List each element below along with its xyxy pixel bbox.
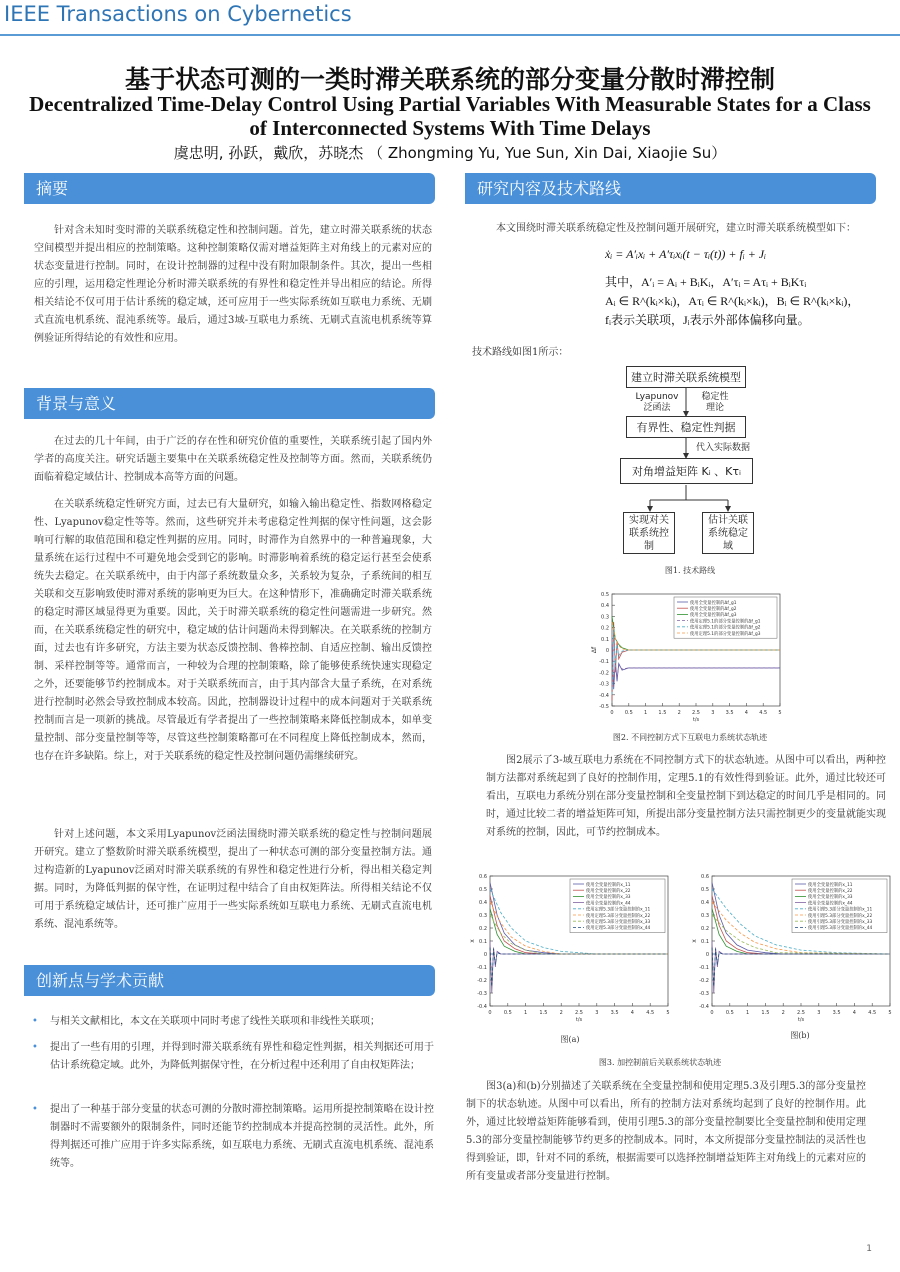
y-tick-label: 0.3	[479, 913, 487, 919]
y-tick-label: 0.3	[701, 913, 709, 919]
bullet-icon: •	[32, 1042, 38, 1053]
y-tick-label: 0.4	[479, 900, 487, 906]
authors	[0, 142, 900, 163]
header-rule	[0, 34, 900, 36]
x-tick-label: 4.5	[759, 710, 768, 716]
y-axis-label: Δf	[591, 646, 598, 654]
y-tick-label: -0.2	[699, 978, 709, 984]
equation-where-2: Aᵢ ∈ R^(kᵢ×kᵢ)，Aτᵢ ∈ R^(kᵢ×kᵢ)，Bᵢ ∈ R^(kᵢ×kᵢ)，	[605, 294, 860, 308]
y-tick-label: 0.5	[701, 887, 709, 893]
x-tick-label: 5	[666, 1010, 670, 1016]
legend-entry: 使用定理5.3部分变量控制的x_33	[586, 920, 651, 925]
y-tick-label: -0.2	[477, 978, 487, 984]
fig1-caption: 图1. 技术路线	[664, 566, 716, 575]
x-tick-label: 1	[524, 1010, 528, 1016]
flow-label-lyapunov: Lyapunov 泛函法	[635, 392, 679, 413]
innovation-item-2	[24, 1039, 434, 1075]
fig3a-chart	[468, 870, 678, 1028]
authors-english: （ Zhongming Yu, Yue Sun, Xin Dai, Xiaojie Su）	[368, 144, 727, 162]
x-tick-label: 0.5	[503, 1010, 512, 1016]
x-tick-label: 2.5	[575, 1010, 583, 1016]
x-tick-label: 4	[852, 1010, 856, 1016]
flow-box-model: 建立时滞关联系统模型	[626, 366, 746, 388]
legend-entry: 使用引理5.3部分变量控制的x_11	[808, 907, 873, 913]
y-tick-label: 0.6	[701, 874, 709, 880]
x-tick-label: 4.5	[868, 1010, 877, 1016]
legend-entry: 使用定理5.1的部分变量控制的Δf_g1	[690, 619, 761, 625]
x-axis-label: t/s	[575, 1017, 583, 1023]
x-tick-label: 0	[488, 1010, 492, 1016]
equation-where-1: 其中，A′ᵢ = Aᵢ + BᵢKᵢ，A′τᵢ = Aτᵢ + BᵢKτᵢ	[605, 275, 807, 289]
y-tick-label: 0	[483, 952, 487, 958]
x-tick-label: 2.5	[692, 710, 700, 716]
y-tick-label: 0.3	[601, 614, 609, 621]
flow-label-data: 代入实际数据	[695, 443, 750, 453]
legend-entry: 使用全变量控制的x_22	[586, 889, 631, 894]
legend-entry: 使用定理5.3部分变量控制的x_11	[586, 907, 651, 913]
x-tick-label: 4.5	[646, 1010, 655, 1016]
x-tick-label: 4	[630, 1010, 634, 1016]
y-tick-label: -0.4	[699, 1004, 709, 1010]
x-tick-label: 0	[610, 710, 614, 716]
y-tick-label: 0.1	[601, 636, 609, 643]
x-tick-label: 0.5	[725, 1010, 734, 1016]
y-axis-label: x	[691, 939, 698, 943]
y-tick-label: -0.1	[599, 659, 609, 666]
x-tick-label: 3	[817, 1010, 821, 1016]
y-tick-label: 0.5	[601, 592, 609, 598]
x-tick-label: 4	[744, 710, 748, 716]
authors-chinese: 虞忠明, 孙跃，戴欣，苏晓杰	[173, 144, 364, 162]
y-tick-label: 0.2	[701, 926, 709, 932]
section-abstract-heading: 摘要	[24, 173, 435, 204]
x-tick-label: 5	[778, 710, 782, 716]
x-tick-label: 0.5	[624, 710, 633, 716]
y-tick-label: -0.1	[477, 965, 487, 971]
legend-entry: 使用全变量控制的x_44	[586, 901, 631, 907]
legend-entry: 使用全变量控制的x_44	[808, 901, 853, 907]
x-tick-label: 1.5	[539, 1010, 548, 1016]
fig3-description: 图3(a)和(b)分别描述了关联系统在全变量控制和使用定理5.3及引理5.3的部分变量控制下的状态轨迹。从图中可以看出，所有的控制方法对系统均起到了良好的控制作用。此外，通过比较增益矩阵能够看到，使用引理5.3的部分变量控制要比全变量控制和使用定理5.3的部分变量控制能够节约更多的控制成本。同时，本文所提部分变量控制法的灵活性也得到验证，即，针对不同的系统，根据需要可以选择控制增益矩阵主对角线上的元素对应的所有变量或者部分变量进行控制。	[466, 1081, 866, 1182]
x-tick-label: 1	[746, 1010, 750, 1016]
x-tick-label: 2	[559, 1010, 563, 1016]
y-axis-label: x	[469, 939, 476, 943]
research-intro: 本文围绕时滞关联系统稳定性及控制问题开展研究，建立时滞关联系统模型如下：	[496, 223, 856, 234]
y-tick-label: -0.4	[599, 692, 609, 699]
flow-box-criteria: 有界性、稳定性判据	[626, 416, 746, 438]
model-equation: ẋᵢ = A′ᵢxᵢ + A′τᵢxᵢ(t − τᵢ(t)) + fᵢ + Jᵢ	[605, 247, 767, 261]
fig2-caption: 图2. 不同控制方式下互联电力系统状态轨迹	[612, 733, 768, 742]
x-tick-label: 3.5	[832, 1010, 841, 1016]
fig3-caption: 图3. 加控制前后关联系统状态轨迹	[598, 1058, 722, 1067]
journal-name: IEEE Transactions on Cybernetics	[4, 2, 352, 26]
legend-entry: 使用引理5.3部分变量控制的x_33	[808, 920, 873, 925]
background-para-1: 在过去的几十年间，由于广泛的存在性和研究价值的重要性，关联系统引起了国内外学者的高度关注。研究话题主要集中在关联系统稳定性及控制等方面。然而，关联系统仍面临着稳定域估计、控制成本高等方面的问题。	[34, 436, 432, 483]
section-innovation-heading: 创新点与学术贡献	[24, 965, 435, 996]
legend-entry: 使用全变量控制的x_33	[586, 895, 631, 901]
innovation-item-text: 提出了一些有用的引理，并得到时滞关联系统有界性和稳定性判据，相关判据还可用于估计系统稳定域。此外，为降低判据保守性，在分析过程中还利用了自由权矩阵法；	[50, 1042, 434, 1071]
y-tick-label: 0	[605, 648, 609, 654]
legend-entry: 使用定理5.3部分变量控制的x_44	[586, 926, 651, 932]
x-tick-label: 3.5	[610, 1010, 619, 1016]
y-tick-label: 0.4	[701, 900, 709, 906]
y-tick-label: 0.6	[479, 874, 487, 880]
fig3a-label: 图(a)	[560, 1035, 580, 1044]
y-tick-label: 0.1	[701, 939, 709, 945]
background-para-2: 在关联系统稳定性研究方面，过去已有大量研究，如输入输出稳定性、指数网格稳定性、Lyapunov稳定性等等。然而，这些研究并未考虑稳定性判据的保守性问题，这会影响可行解的取值范围和稳定性判据的应用。同时，时滞作为自然界中的一种普遍现象，大量系统在运行过程中不可避免地会受到它的影响。时滞影响着系统的稳定运行甚至会使系统失去稳定。在关联系统中，由于内部子系统数量众多，关系较为复杂，子系统间的相互关联和交互影响致使时滞对系统的影响更为巨大。在这种情形下，准确确定时滞关联系统的稳定时滞区域显得更为重要。因此，关于时滞关联系统的稳定性问题需进一步研究。然而，在关联系统稳定性的研究中，稳定域的估计问题尚未得到解决。在关联系统的控制方面，过去也有许多研究，方法主要为状态反馈控制、鲁棒控制、自适应控制、输出反馈控制、采样控制等等。通常而言，一种较为合理的控制策略，除了能够使系统快速实现稳定之外，还要能够节约控制成本。对于关联系统而言，由于其内部含大量子系统，在对系统进行控制时必然会导致控制成本较高。因此，控制器设计过程中的成本问题对于关联系统控制而言是一项新的挑战。尽管最近有学者提出了一些控制策略来降低控制成本，如单变量控制、部分变量控制等等，尽管这些控制策略都可在不同程度上降低控制成本，然而，也存在许多缺陷。综上，对于关联系统的稳定性及控制问题仍需继续研究。	[34, 499, 432, 762]
legend-entry: 使用全变量控制的x_22	[808, 889, 853, 894]
x-tick-label: 1	[644, 710, 648, 716]
legend-entry: 使用全变量控制的Δf_g2	[690, 607, 737, 612]
y-tick-label: 0.2	[601, 625, 609, 632]
x-tick-label: 0	[710, 1010, 714, 1016]
innovation-item-1	[24, 1013, 434, 1031]
innovation-item-text: 提出了一种基于部分变量的状态可测的分散时滞控制策略。运用所提控制策略在设计控制器时不需要额外的限制条件，同时还能节约控制成本并提高控制的灵活性。此外，所得判据还可推广应用于许多实际系统，如互联电力系统、无刷式直流电机系统、混沌系统等。	[50, 1104, 434, 1169]
legend-entry: 使用定理5.1的部分变量控制的Δf_g3	[690, 631, 761, 637]
innovation-item-text: 与相关文献相比，本文在关联项中同时考虑了线性关联项和非线性关联项；	[50, 1016, 380, 1027]
title-chinese: 基于状态可测的一类时滞关联系统的部分变量分散时滞控制	[124, 65, 775, 94]
legend-entry: 使用定理5.1的部分变量控制的Δf_g2	[690, 625, 761, 631]
tech-route-intro: 技术路线如图1所示：	[472, 347, 569, 358]
background-para-3: 针对上述问题，本文采用Lyapunov泛函法围绕时滞关联系统的稳定性与控制问题展开研究。建立了整数阶时滞关联系统模型，提出了一种状态可测的部分变量控制方法。通过构造新的Lyapunov泛函对时滞关联系统的有界性和稳定性进行分析，得出相关稳定判据。同时，为降低判据的保守性，在证明过程中结合了自由权矩阵法。所得相关结论不仅可用于系统稳定域估计，还可推广应用于一些实际系统如互联电力系统、无刷式直流电机系统、混沌系统等。	[34, 829, 432, 930]
x-tick-label: 5	[888, 1010, 892, 1016]
page-number: 1	[866, 1244, 872, 1254]
x-axis-label: t/s	[797, 1017, 805, 1023]
x-tick-label: 2	[781, 1010, 785, 1016]
legend-entry: 使用引理5.3部分变量控制的x_44	[808, 926, 873, 932]
fig3b-chart	[690, 870, 900, 1028]
legend-entry: 使用全变量控制的x_11	[808, 882, 853, 888]
y-tick-label: 0.2	[479, 926, 487, 932]
y-tick-label: -0.2	[599, 670, 609, 677]
y-tick-label: -0.3	[599, 681, 609, 688]
flow-label-stability: 稳定性 理论	[701, 392, 729, 413]
legend-entry: 使用引理5.3部分变量控制的x_22	[808, 913, 873, 919]
y-tick-label: 0.5	[479, 887, 487, 893]
x-tick-label: 1.5	[761, 1010, 770, 1016]
fig3b-label: 图(b)	[790, 1031, 810, 1040]
x-tick-label: 1.5	[658, 710, 667, 716]
legend-entry: 使用全变量控制的x_11	[586, 882, 631, 888]
x-tick-label: 3	[711, 710, 715, 716]
flow-box-control: 实现对关 联系统控 制	[623, 512, 675, 554]
y-tick-label: 0.4	[601, 603, 609, 610]
x-tick-label: 3.5	[725, 710, 734, 716]
innovation-item-3	[24, 1101, 434, 1173]
equation-where-3: fᵢ表示关联项，Jᵢ表示外部体偏移向量。	[605, 313, 810, 327]
y-tick-label: -0.4	[477, 1004, 487, 1010]
y-tick-label: -0.1	[699, 965, 709, 971]
y-tick-label: 0	[705, 952, 709, 958]
x-tick-label: 2	[677, 710, 681, 716]
y-tick-label: -0.3	[477, 991, 487, 997]
legend-entry: 使用定理5.3部分变量控制的x_22	[586, 913, 651, 919]
flow-box-region: 估计关联 系统稳定 域	[702, 512, 754, 554]
fig2-description: 图2展示了3-域互联电力系统在不同控制方式下的状态轨迹。从图中可以看出，两种控制方法都对系统起到了良好的控制作用，定理5.1的有效性得到验证。此外，通过比较还可看出，互联电力系统分别在部分变量控制和全变量控制下到达稳定的时间几乎是相同的。同时，通过比较二者的增益矩阵可知，所提出部分变量控制方法只需控制更少的变量就能实现对系统的控制，因此，可节约控制成本。	[486, 755, 886, 838]
fig2-chart	[590, 588, 790, 728]
y-tick-label: 0.1	[479, 939, 487, 945]
legend-entry: 使用全变量控制的Δf_g1	[690, 600, 737, 606]
section-background-heading: 背景与意义	[24, 388, 435, 419]
title-english: Decentralized Time-Delay Control Using Partial Variables With Measurable States for a Class of Interconnected Systems With Time Delays	[29, 92, 871, 140]
y-tick-label: -0.3	[699, 991, 709, 997]
x-tick-label: 3	[595, 1010, 599, 1016]
flow-box-gain: 对角增益矩阵 Kᵢ 、Kτᵢ	[620, 458, 753, 484]
x-axis-label: t/s	[692, 717, 700, 723]
bullet-icon: •	[32, 1016, 38, 1027]
section-research-heading: 研究内容及技术路线	[465, 173, 876, 204]
x-tick-label: 2.5	[797, 1010, 805, 1016]
y-tick-label: -0.5	[599, 704, 609, 710]
legend-entry: 使用全变量控制的x_33	[808, 895, 853, 901]
bullet-icon: •	[32, 1104, 38, 1115]
legend-entry: 使用全变量控制的Δf_g3	[690, 613, 737, 619]
abstract-text: 针对含未知时变时滞的关联系统稳定性和控制问题。首先，建立时滞关联系统的状态空间模型并提出相应的控制策略。这种控制策略仅需对增益矩阵主对角线上的元素对应的状态变量进行控制。同时，在设计控制器的过程中没有附加限制条件。其次，提出一些相应的引理，运用稳定性理论分析时滞关联系统的有界性和稳定性并导出相应的结论。所得相关结论不仅可用于估计系统的稳定域，还可应用于一些实际系统如互联电力系统、无刷式直流电机系统、混沌系统等。最后，通过3域-互联电力系统、无刷式直流电机系统等算例验证所得结论的有效性和应用。	[34, 225, 432, 344]
